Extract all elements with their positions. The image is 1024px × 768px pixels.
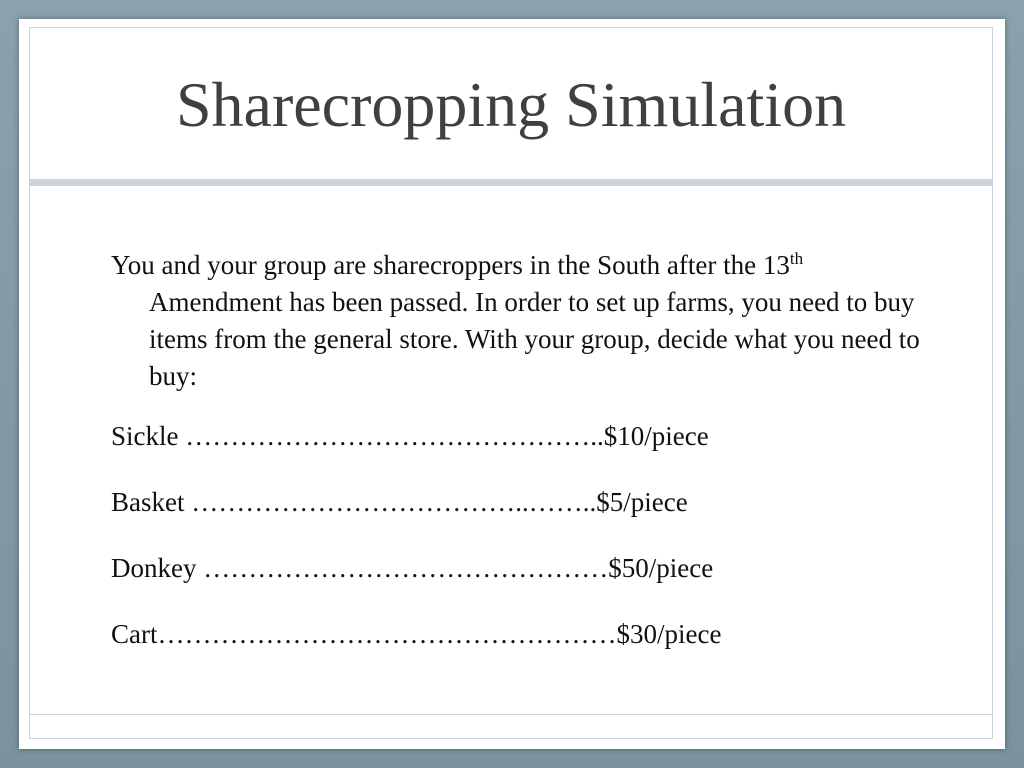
title-area (29, 27, 993, 179)
intro-paragraph (111, 247, 941, 395)
slide-title: Sharecropping Simulation (175, 69, 847, 140)
price-item-donkey: Donkey ………………………………………$50/piece (111, 553, 714, 583)
price-item-basket: Basket ………………………………..……..$5/piece (111, 487, 688, 517)
slide (19, 19, 1005, 749)
price-item-cart: Cart……………………………………………$30/piece (111, 619, 722, 649)
title-divider (29, 179, 993, 186)
price-item-sickle: Sickle ………………………………………..$10/piece (111, 421, 709, 451)
intro-superscript: th (789, 249, 804, 268)
intro-text-part1: You and your group are sharecroppers in the South after the 13 (111, 250, 790, 280)
slide-body (111, 247, 941, 653)
bottom-divider (29, 714, 993, 715)
intro-text-part2: Amendment has been passed. In order to set up farms, you need to buy items from the general store. With your group, decide what you need to buy: (149, 287, 920, 391)
